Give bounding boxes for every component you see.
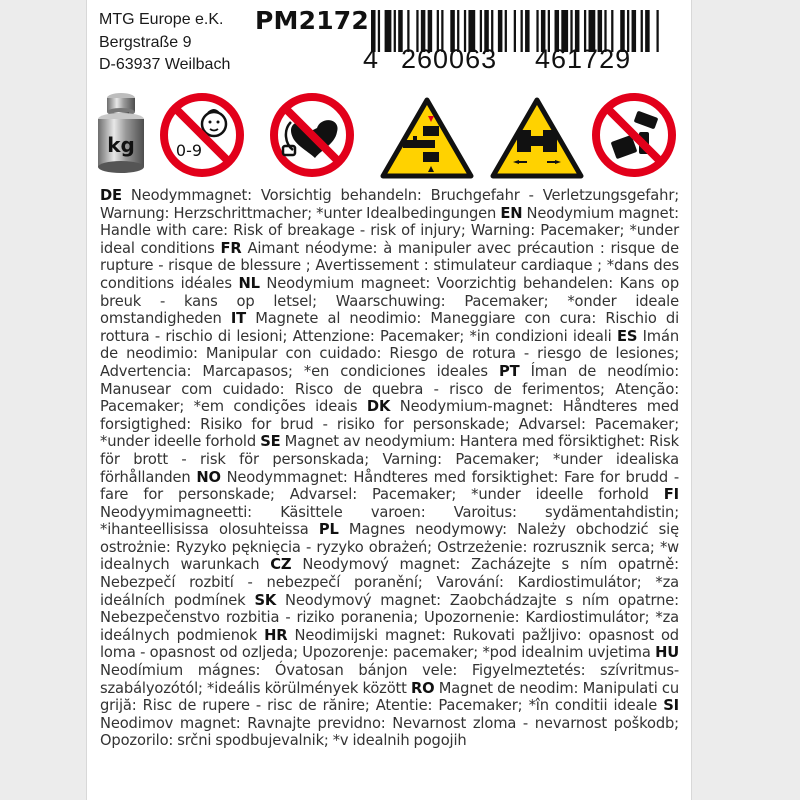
age-label: 0-9 <box>175 141 203 160</box>
warning-text: Aimant néodyme: à manipuler avec précaution : risque de rupture - risque de blessure ; Avertissement : stimulateur cardiaque ; *dans des conditions idéales <box>100 239 679 292</box>
language-code: PL <box>318 521 339 539</box>
language-code: NL <box>238 274 260 292</box>
warning-text: Neodymium-magnet: Håndteres med forsigtighed: Risiko for brud - risiko for personskade; Advarsel: Pacemaker; *under ideelle forhold <box>100 398 679 451</box>
warning-text: Neodimov magnet: Ravnajte previdno: Nevarnost zloma - nevarnost poškodb; Opozorilo: srčni spodbujevalnik; *v idealnih pogojih <box>100 714 679 750</box>
warning-text: Neodymium magnet: Handle with care: Risk of breakage - risk of injury; Warning: Pacemaker; *under ideal conditions <box>100 204 679 257</box>
language-code: NO <box>196 468 221 486</box>
warning-text: Imán de neodimio: Manipular con cuidado: Riesgo de rotura - riesgo de lesiones; Advertencia: Marcapasos; *en condiciones ideales <box>100 327 679 380</box>
safety-icons <box>95 90 685 180</box>
warning-text: Íman de neodímio: Manusear com cuidado: Risco de quebra - risco de ferimentos; Atenção: Pacemaker; *em condições ideais <box>100 362 680 416</box>
address-line-1: MTG Europe e.K. <box>99 11 224 28</box>
language-code: ES <box>616 327 638 345</box>
barcode-bar <box>505 10 507 52</box>
barcode-bar <box>498 10 503 52</box>
warning-text: Neodymmagnet: Vorsichtig behandeln: Bruchgefahr - Verletzungsgefahr; Warnung: Herzschrittmacher; *unter Idealbedingungen <box>100 187 680 222</box>
barcode-bar <box>514 10 516 52</box>
warning-text: Neodymový magnet: Zacházejte s ním opatrně: Nebezpečí rozbití - nebezpečí poranění; Varování: Kardiostimulátor; *za ideálních podmínek <box>100 556 679 609</box>
no-pacemaker-icon <box>269 92 355 178</box>
language-code: SK <box>254 591 277 609</box>
warning-text: Neodimijski magnet: Rukovati pažljivo: opasnost od loma - opasnost od ozljeda; Upozorenje: pacemaker; *pod idealnim uvjetima <box>100 626 679 662</box>
warning-text: Magnes neodymowy: Należy obchodzić się ostrożnie: Ryzyko pęknięcia - ryzyko obrażeń; Ostrzeżenie: rozrusznik serca; *w idealnych warunkach <box>100 521 679 574</box>
language-code: FI <box>663 486 679 504</box>
crush-hazard-warning-icon <box>379 96 475 180</box>
language-code: IT <box>230 310 247 328</box>
manufacturer-address <box>99 9 230 77</box>
language-code: EN <box>500 204 523 222</box>
language-code: SE <box>260 433 281 451</box>
language-code: CZ <box>270 556 292 574</box>
warning-text: Magnet de neodim: Manipulati cu grijă: Risc de rupere - risc de rănire; Atentie: Pacemaker; *în conditii ideale <box>100 679 679 715</box>
no-electronic-devices-icon <box>591 92 677 178</box>
barcode-bar <box>632 10 637 52</box>
language-code: FR <box>220 239 242 257</box>
language-code: SI <box>663 697 679 715</box>
product-label <box>86 0 692 800</box>
no-children-0-9-icon <box>159 92 245 178</box>
warning-text: Magnete al neodimio: Maneggiare con cura: Rischio di rottura - rischio di lesioni; Attenzione: Pacemaker; *in condizioni ideali <box>100 310 679 345</box>
warning-text: Neodymový magnet: Zaobchádzajte s ním opatrne: Nebezpečenstvo rozbitia - riziko poranenia; Upozornenie: Kardiostimulátor; *za ideálnych podmienok <box>100 591 679 644</box>
warning-text: Magnet av neodymium: Hantera med försiktighet: Risk för brott - risk för personskada; Varning: Pacemaker; *under idealiska förhållanden <box>100 433 679 486</box>
language-code: RO <box>411 679 435 697</box>
barcode-bar <box>394 10 396 52</box>
warning-text: Neodyymimagneetti: Käsittele varoen: Varoitus: sydämentahdistin; *ihanteellisissa olosuhteissa <box>100 503 679 539</box>
multilingual-warning-text <box>100 187 679 750</box>
address-line-2: Bergstraße 9 <box>99 33 192 51</box>
magnetic-hand-pinch-warning-icon <box>489 96 585 180</box>
language-code: HR <box>264 626 288 644</box>
barcode-bar <box>645 10 650 52</box>
barcode-group-1: 260063 <box>401 44 498 74</box>
barcode-bar <box>521 10 523 52</box>
language-code: PT <box>499 362 520 380</box>
barcode-bar <box>385 10 392 52</box>
language-code: HU <box>655 644 679 662</box>
barcode-first-digit: 4 <box>363 44 380 74</box>
barcode-bar <box>656 10 658 52</box>
warning-text: Neodymium magneet: Voorzichtig behandelen: Kans op breuk - kans op letsel; Waarschuwing: Pacemaker; *onder ideale omstandigheden <box>100 274 679 328</box>
address-line-3: D-63937 Weilbach <box>99 56 231 73</box>
barcode-bar <box>525 10 530 52</box>
kg-weight-icon <box>95 90 147 176</box>
language-code: DK <box>366 398 391 416</box>
barcode-group-2: 461729 <box>535 44 632 74</box>
barcode-bar <box>641 10 643 52</box>
warning-text: Neodímium mágnes: Óvatosan bánjon vele: Figyelmeztetés: szívritmus-szabályozótól; *ideális körülmények között <box>100 662 679 697</box>
warning-text: Neodymmagnet: Håndteres med forsiktighet: Fare for brudd - fare for personskade; Advarsel: Pacemaker; *under ideelle forhold <box>100 468 679 504</box>
kg-label: kg <box>107 133 135 157</box>
product-code: PM2172 <box>255 6 369 35</box>
language-code: DE <box>100 187 122 204</box>
